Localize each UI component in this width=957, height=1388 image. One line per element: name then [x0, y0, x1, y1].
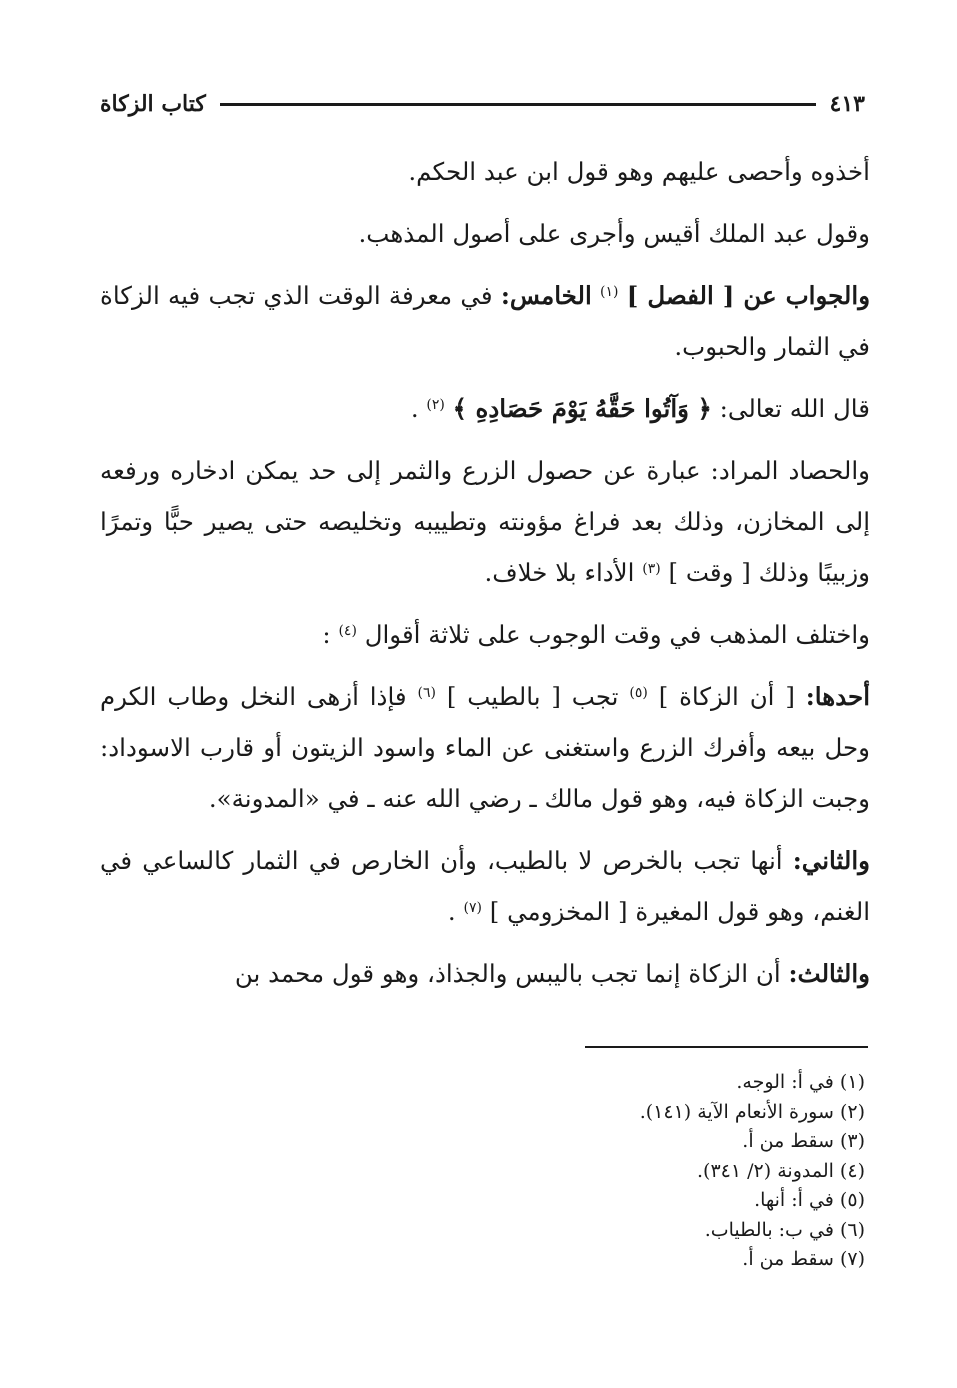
paragraph-5	[100, 445, 870, 598]
paragraph-5-text-a: والحصاد المراد: عبارة عن حصول الزرع والثمر إلى حد يمكن ادخاره ورفعه إلى المخازن، وذلك بعد فراغ مؤونته وتطييبه وتخليصه حتى يصير حبًّا وتمرًا وزبيبًا وذلك [ وقت ]	[100, 456, 870, 587]
paragraph-8-text-a: أنها تجب بالخرص لا بالطيب، وأن الخارص في الثمار كالساعي في الغنم، وهو قول المغيرة [ المخزومي ]	[100, 846, 870, 926]
main-text	[100, 146, 870, 1010]
paragraph-4	[100, 383, 870, 434]
opinion-3-label: والثالث:	[788, 959, 870, 988]
paragraph-4-end: .	[410, 394, 419, 423]
paragraph-3-text: في معرفة الوقت الذي تجب فيه الزكاة في الثمار والحبوب.	[100, 281, 870, 361]
opinion-2-label: والثاني:	[792, 846, 870, 875]
footnote-ref-1: (١)	[600, 284, 619, 300]
footnote-3: (٣) سقط من أ.	[742, 1130, 865, 1152]
paragraph-1: أخذوه وأحصى عليهم وهو قول ابن عبد الحكم.	[408, 157, 870, 186]
footnote-ref-3: (٣)	[642, 561, 661, 577]
footnote-separator	[585, 1046, 868, 1048]
paragraph-9	[100, 948, 870, 999]
footnote-ref-5: (٥)	[629, 685, 648, 701]
paragraph-5-text-b: الأداء بلا خلاف.	[484, 558, 635, 587]
footnote-2: (٢) سورة الأنعام الآية (١٤١).	[639, 1100, 865, 1123]
footnote-1: (١) في أ: الوجه.	[736, 1071, 865, 1093]
paragraph-8	[100, 835, 870, 937]
paragraph-8-text-b: .	[447, 897, 456, 926]
running-header	[100, 84, 865, 124]
footnote-6: (٦) في ب: بالطياب.	[704, 1218, 865, 1241]
quran-verse: ﴿ وَآتُوا حَقَّهُ يَوْمَ حَصَادِهِ ﴾	[452, 394, 712, 423]
footnotes	[300, 1068, 865, 1275]
paragraph-6	[100, 609, 870, 660]
footnote-5: (٥) في أ: أنها.	[754, 1189, 865, 1211]
paragraph-3	[100, 270, 870, 372]
header-rule	[220, 103, 816, 106]
footnote-ref-6: (٦)	[417, 685, 436, 701]
footnote-ref-2: (٢)	[426, 397, 445, 413]
section-heading-part2: الخامس:	[500, 281, 592, 310]
paragraph-4-intro: قال الله تعالى:	[719, 394, 870, 423]
paragraph-6-text-a: واختلف المذهب في وقت الوجوب على ثلاثة أقوال	[364, 620, 870, 649]
page-number: ٤١٣	[829, 91, 865, 117]
paragraph-7	[100, 671, 870, 824]
footnote-ref-4: (٤)	[338, 623, 357, 639]
opinion-1-label: أحدها:	[805, 682, 871, 711]
paragraph-9-text: أن الزكاة إنما تجب باليبس والجذاذ، وهو قول محمد بن	[234, 959, 781, 988]
footnote-4: (٤) المدونة (٢/ ٣٤١).	[697, 1159, 865, 1182]
footnote-7: (٧) سقط من أ.	[742, 1248, 865, 1270]
book-title: كتاب الزكاة	[100, 91, 206, 117]
paragraph-2: وقول عبد الملك أقيس وأجرى على أصول المذهب.	[358, 219, 870, 248]
paragraph-7-text-c: فإذا أزهى النخل وطاب الكرم وحل بيعه وأفرك الزرع واستغنى عن الماء واسود الزيتون أو قارب الاسوداد: وجبت الزكاة فيه، وهو قول مالك ـ رضي الله عنه ـ في «المدونة».	[100, 682, 870, 813]
section-heading-part1: والجواب عن [ الفصل ]	[626, 281, 871, 310]
footnote-ref-7: (٧)	[463, 900, 482, 916]
paragraph-7-text-b: تجب [ بالطيب ]	[446, 682, 619, 711]
paragraph-7-text-a: [ أن الزكاة ]	[658, 682, 795, 711]
paragraph-6-text-b: :	[322, 620, 331, 649]
